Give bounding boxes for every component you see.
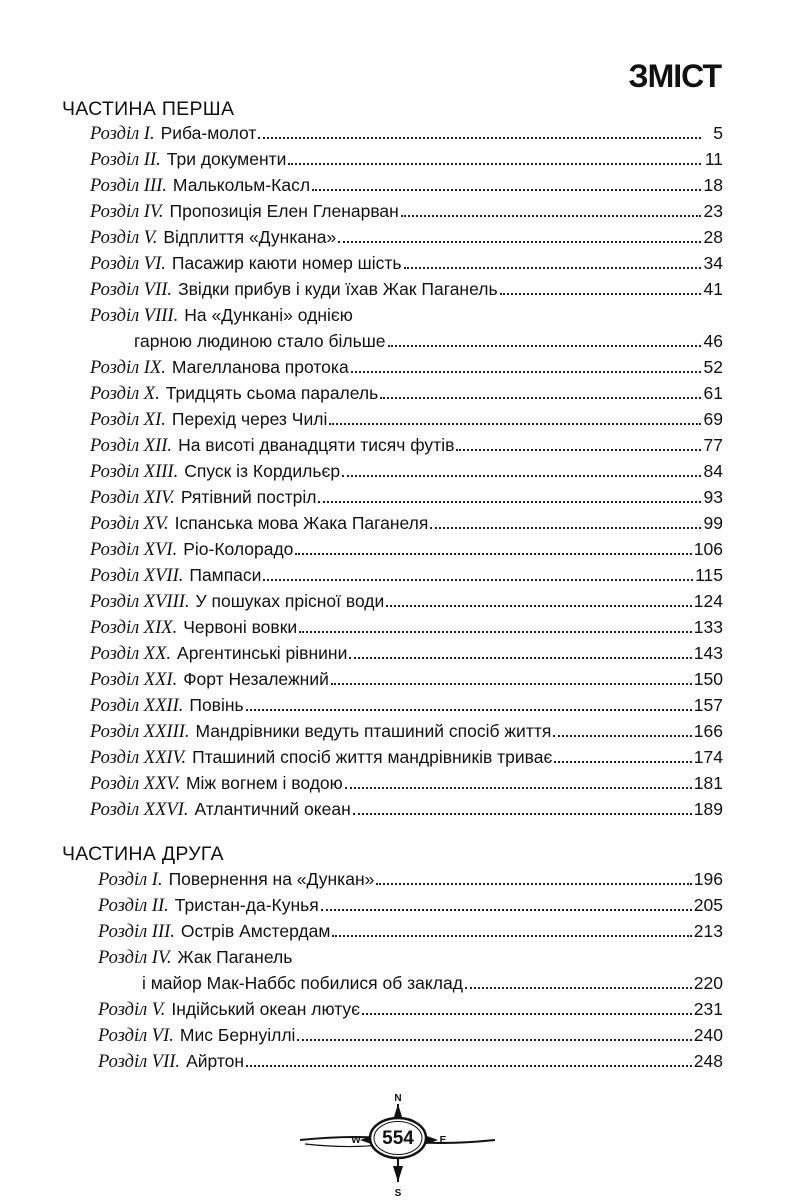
toc-entry-continuation xyxy=(134,328,723,354)
toc-entry xyxy=(90,458,723,484)
dot-leader xyxy=(380,396,701,399)
chapter-label: Розділ II. xyxy=(98,896,169,916)
toc-entry xyxy=(90,432,723,458)
chapter-title: Повернення на «Дункан» xyxy=(168,869,375,889)
chapter-title: Ріо-Колорадо xyxy=(183,539,294,559)
chapter-label: Розділ IV. xyxy=(98,948,172,968)
chapter-label: Розділ I. xyxy=(90,124,155,144)
chapter-title: Атлантичний океан xyxy=(194,799,351,819)
page-ref: 205 xyxy=(693,895,723,915)
dot-leader xyxy=(388,344,702,347)
compass-east-label: E xyxy=(439,1135,447,1146)
page-ref: 46 xyxy=(703,331,723,351)
page-ref: 23 xyxy=(703,201,723,221)
chapter-label: Розділ XVIII. xyxy=(90,592,190,612)
compass-ornament xyxy=(0,1090,785,1200)
dot-leader xyxy=(345,786,692,789)
page-ref: 166 xyxy=(693,721,723,741)
chapter-title: Рятівний постріл xyxy=(180,487,317,507)
dot-leader xyxy=(404,266,702,269)
chapter-title: Мандрівники ведуть пташиний спосіб життя xyxy=(195,721,552,741)
page-ref: 181 xyxy=(693,773,723,793)
toc-entry xyxy=(90,510,723,536)
chapter-title-continuation: гарною людиною стало більше xyxy=(134,331,386,351)
chapter-label: Розділ XIX. xyxy=(90,618,178,638)
page-ref: 143 xyxy=(693,643,723,663)
chapter-label: Розділ V. xyxy=(98,1000,166,1020)
chapter-label: Розділ VI. xyxy=(90,254,166,274)
page-ref: 84 xyxy=(703,461,723,481)
page-ref: 220 xyxy=(693,973,723,993)
page-ref: 213 xyxy=(693,921,723,941)
toc-entry xyxy=(98,996,723,1022)
page-ref: 157 xyxy=(693,695,723,715)
chapter-label: Розділ XXVI. xyxy=(90,800,189,820)
chapter-title: У пошуках прісної води xyxy=(195,591,385,611)
dot-leader xyxy=(353,812,692,815)
dot-leader xyxy=(362,1012,692,1015)
toc-entry xyxy=(90,172,723,198)
chapter-title: Індійський океан лютує xyxy=(171,999,361,1019)
compass-south-label: S xyxy=(394,1188,402,1199)
dot-leader xyxy=(338,240,701,243)
dot-leader xyxy=(258,136,701,139)
page-ref: 106 xyxy=(693,539,723,559)
chapter-label: Розділ XVII. xyxy=(90,566,184,586)
chapter-label: Розділ IX. xyxy=(90,358,166,378)
toc-entry xyxy=(98,866,723,892)
page-ref: 93 xyxy=(703,487,723,507)
dot-leader xyxy=(246,708,692,711)
chapter-label: Розділ VIII. xyxy=(90,306,179,326)
chapter-label: Розділ II. xyxy=(90,150,161,170)
page-ref: 133 xyxy=(693,617,723,637)
dot-leader xyxy=(299,630,692,633)
chapter-title: Спуск із Кордильєр xyxy=(184,461,341,481)
chapter-label: Розділ XX. xyxy=(90,644,172,664)
dot-leader xyxy=(332,934,691,937)
chapter-title: Пампаси xyxy=(189,565,262,585)
toc-entry xyxy=(98,944,733,970)
chapter-label: Розділ XXIV. xyxy=(90,748,187,768)
chapter-title: Три документи xyxy=(166,149,287,169)
chapter-title: Айртон xyxy=(186,1051,245,1071)
chapter-title: Риба-молот xyxy=(160,123,257,143)
toc-entry xyxy=(98,1022,723,1048)
chapter-label: Розділ VII. xyxy=(98,1052,181,1072)
toc-entry xyxy=(90,484,723,510)
dot-leader xyxy=(351,370,701,373)
compass-west-label: W xyxy=(351,1135,361,1146)
dot-leader xyxy=(318,500,701,503)
toc-entry xyxy=(90,562,723,588)
chapter-title: Іспанська мова Жака Паганеля xyxy=(174,513,429,533)
dot-leader xyxy=(246,1064,692,1067)
page-ref: 41 xyxy=(703,279,723,299)
chapter-label: Розділ XXI. xyxy=(90,670,178,690)
chapter-label: Розділ IV. xyxy=(90,202,164,222)
toc-entry xyxy=(90,536,723,562)
page-ref: 124 xyxy=(693,591,723,611)
chapter-title: Мис Бернуіллі xyxy=(179,1025,296,1045)
toc-entry xyxy=(90,692,723,718)
chapter-label: Розділ X. xyxy=(90,384,160,404)
chapter-title: На «Дункані» однією xyxy=(184,305,353,325)
dot-leader xyxy=(312,188,701,191)
page-number: 554 xyxy=(382,1128,414,1149)
dot-leader xyxy=(553,734,691,737)
toc-entry xyxy=(90,796,723,822)
toc-entry xyxy=(98,1048,723,1074)
toc-entry xyxy=(90,380,723,406)
chapter-label: Розділ VII. xyxy=(90,280,173,300)
chapter-label: Розділ XII. xyxy=(90,436,173,456)
chapter-label: Розділ V. xyxy=(90,228,158,248)
chapter-title: Червоні вовки xyxy=(183,617,298,637)
toc-entry xyxy=(98,918,723,944)
chapter-title: Форт Незалежний xyxy=(183,669,329,689)
chapter-title: Магелланова протока xyxy=(171,357,349,377)
page-ref: 240 xyxy=(693,1025,723,1045)
toc-entry xyxy=(90,120,723,146)
dot-leader xyxy=(321,908,692,911)
dot-leader xyxy=(263,578,693,581)
chapter-label: Розділ XV. xyxy=(90,514,169,534)
dot-leader xyxy=(554,760,691,763)
toc-entry xyxy=(90,614,723,640)
chapter-title: Пасажир каюти номер шість xyxy=(171,253,402,273)
chapter-label: Розділ III. xyxy=(98,922,175,942)
page-ref: 5 xyxy=(713,123,723,143)
chapter-label: Розділ XXII. xyxy=(90,696,184,716)
page-ref: 231 xyxy=(693,999,723,1019)
chapter-label: Розділ XVI. xyxy=(90,540,178,560)
dot-leader xyxy=(456,448,701,451)
dot-leader xyxy=(297,1038,691,1041)
toc-entry xyxy=(98,892,723,918)
chapter-title: Перехід через Чилі xyxy=(171,409,328,429)
part-heading: ЧАСТИНА ДРУГА xyxy=(62,843,224,865)
toc-entry xyxy=(90,718,723,744)
chapter-label: Розділ I. xyxy=(98,870,163,890)
page-ref: 28 xyxy=(703,227,723,247)
dot-leader xyxy=(500,292,701,295)
page-ref: 174 xyxy=(693,747,723,767)
chapter-label: Розділ XI. xyxy=(90,410,166,430)
chapter-title: Пропозиція Елен Гленарван xyxy=(169,201,399,221)
dot-leader xyxy=(386,604,692,607)
page-ref: 69 xyxy=(703,409,723,429)
chapter-title: Повінь xyxy=(189,695,244,715)
chapter-title: Відплиття «Дункана» xyxy=(163,227,337,247)
toc-entry xyxy=(90,146,723,172)
toc-entry xyxy=(90,224,723,250)
dot-leader xyxy=(342,474,701,477)
dot-leader xyxy=(331,682,692,685)
part-heading: ЧАСТИНА ПЕРША xyxy=(62,98,235,120)
toc-entry xyxy=(90,302,725,328)
page-ref: 18 xyxy=(703,175,723,195)
dot-leader xyxy=(465,986,692,989)
toc-entry xyxy=(90,744,723,770)
page-ref: 11 xyxy=(704,149,723,169)
page-title: ЗМІСТ xyxy=(628,58,721,94)
toc-entry xyxy=(90,666,723,692)
page-ref: 115 xyxy=(695,565,723,585)
dot-leader xyxy=(288,162,701,165)
chapter-title: Острів Амстердам xyxy=(180,921,331,941)
chapter-title: Аргентинські рівнини xyxy=(177,643,348,663)
toc-entry xyxy=(90,406,723,432)
toc-entry xyxy=(90,198,723,224)
chapter-label: Розділ XIII. xyxy=(90,462,179,482)
chapter-label: Розділ VI. xyxy=(98,1026,174,1046)
page-ref: 99 xyxy=(703,513,723,533)
dot-leader xyxy=(295,552,691,555)
dot-leader xyxy=(329,422,701,425)
chapter-title: Тридцять сьома паралель xyxy=(165,383,379,403)
dot-leader xyxy=(401,214,701,217)
page-ref: 196 xyxy=(693,869,723,889)
chapter-title-continuation: і майор Мак-Наббс побилися об заклад xyxy=(142,973,463,993)
chapter-title: Жак Паганель xyxy=(177,947,293,967)
page-ref: 150 xyxy=(693,669,723,689)
toc-entry xyxy=(90,250,723,276)
chapter-label: Розділ XXV. xyxy=(90,774,180,794)
dot-leader xyxy=(430,526,701,529)
chapter-title: На висоті дванадцяти тисяч футів xyxy=(178,435,455,455)
chapter-title: Тристан-да-Кунья xyxy=(174,895,319,915)
chapter-title: Малькольм-Касл xyxy=(172,175,311,195)
page-ref: 52 xyxy=(703,357,723,377)
page-ref: 248 xyxy=(693,1051,723,1071)
dot-leader xyxy=(349,656,691,659)
toc-entry xyxy=(90,354,723,380)
page-ref: 77 xyxy=(703,435,723,455)
compass-north-label: N xyxy=(394,1093,402,1104)
toc-entry xyxy=(90,770,723,796)
page-ref: 61 xyxy=(703,383,723,403)
toc-entry xyxy=(90,276,723,302)
chapter-label: Розділ XXIII. xyxy=(90,722,190,742)
toc-entry xyxy=(90,640,723,666)
toc-entry xyxy=(90,588,723,614)
dot-leader xyxy=(376,882,691,885)
chapter-label: Розділ XIV. xyxy=(90,488,175,508)
toc-entry-continuation xyxy=(142,970,723,996)
page-ref: 34 xyxy=(703,253,723,273)
chapter-title: Пташиний спосіб життя мандрівників триває xyxy=(192,747,553,767)
chapter-title: Між вогнем і водою xyxy=(185,773,343,793)
chapter-label: Розділ III. xyxy=(90,176,167,196)
chapter-title: Звідки прибув і куди їхав Жак Паганель xyxy=(178,279,498,299)
page-ref: 189 xyxy=(693,799,723,819)
